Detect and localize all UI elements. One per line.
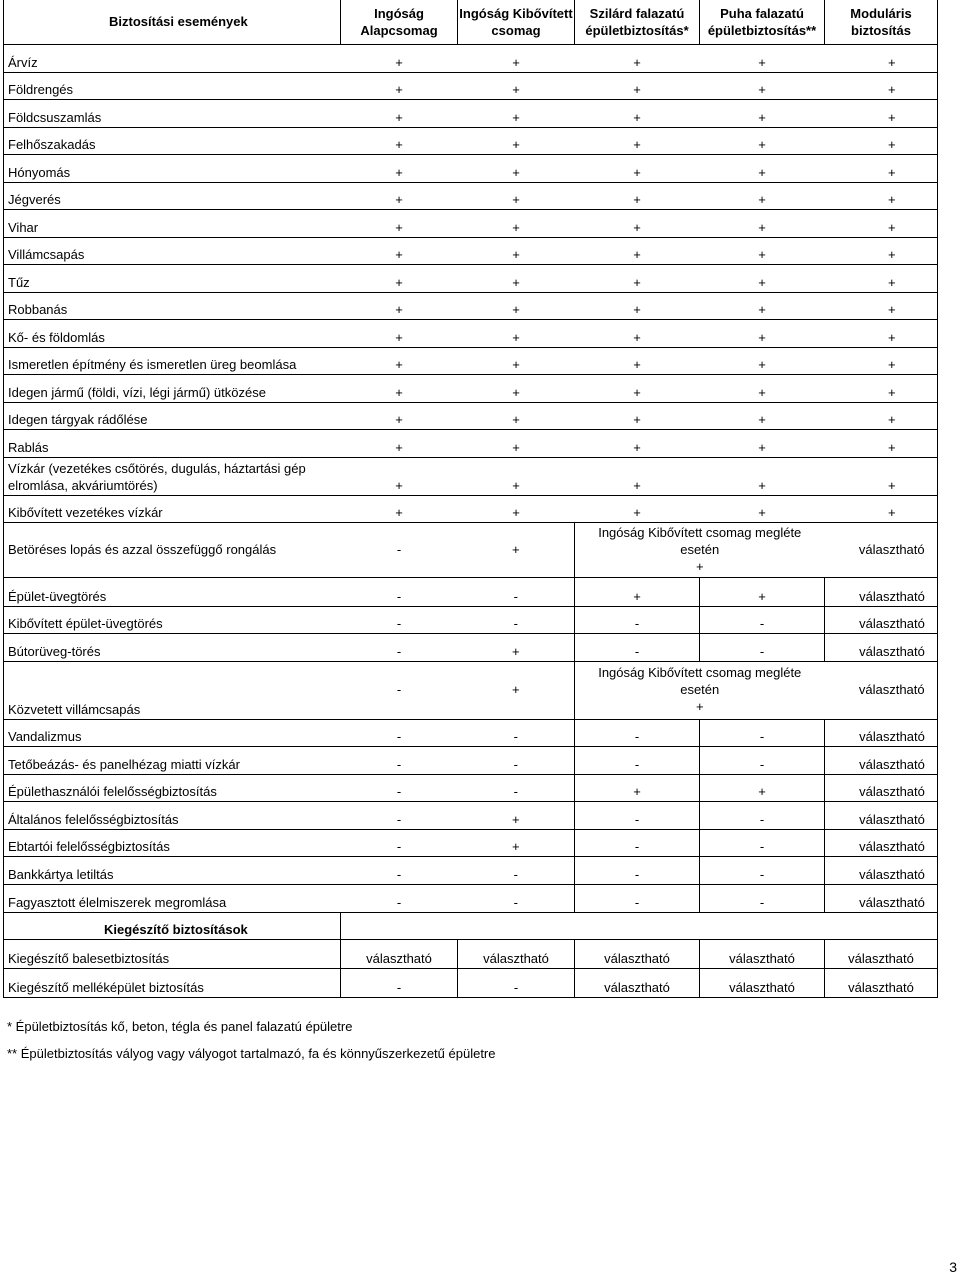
- table-row: [4, 522, 938, 577]
- value-cell: +: [575, 347, 700, 374]
- table-row: [4, 856, 938, 884]
- value-cell: -: [700, 606, 825, 633]
- value-cell: választható: [825, 801, 938, 829]
- table-row: [4, 402, 938, 429]
- value-cell: +: [575, 264, 700, 292]
- value-cell: +: [575, 319, 700, 347]
- header-line: Ingóság: [374, 5, 424, 21]
- table-row: [4, 99, 938, 127]
- value-cell: +: [700, 237, 825, 264]
- value-cell: +: [341, 182, 458, 209]
- event-name: [4, 457, 341, 495]
- value-cell: -: [341, 633, 458, 661]
- value-cell: +: [825, 182, 938, 209]
- value-cell: +: [341, 402, 458, 429]
- value-cell: +: [458, 457, 575, 495]
- value-cell: választható: [825, 633, 938, 661]
- event-name-line: Vízkár (vezetékes csőtörés, dugulás, háztartási gép: [8, 460, 306, 476]
- value-cell: választható: [825, 522, 938, 577]
- value-cell: -: [575, 633, 700, 661]
- footnote-single-star: * Épületbiztosítás kő, beton, tégla és panel falazatú épületre: [7, 1019, 353, 1034]
- value-cell: +: [575, 182, 700, 209]
- empty-cell: [341, 912, 458, 939]
- value-cell: +: [575, 292, 700, 319]
- value-cell: -: [575, 801, 700, 829]
- value-cell: +: [341, 44, 458, 72]
- value-cell: -: [575, 884, 700, 912]
- value-cell: +: [341, 209, 458, 237]
- header-row: [4, 0, 938, 44]
- value-cell: +: [700, 577, 825, 606]
- value-cell: -: [575, 829, 700, 856]
- value-cell: +: [825, 264, 938, 292]
- header-col3: [575, 0, 700, 44]
- table-row: [4, 44, 938, 72]
- event-name: Kibővített vezetékes vízkár: [4, 495, 341, 522]
- header-line: Alapcsomag: [360, 22, 438, 38]
- event-name: Fagyasztott élelmiszerek megromlása: [4, 884, 341, 912]
- header-line: Moduláris: [850, 5, 912, 21]
- table-row: [4, 209, 938, 237]
- event-name: Földrengés: [4, 72, 341, 99]
- page-number: 3: [949, 1259, 957, 1275]
- value-cell: +: [458, 209, 575, 237]
- value-cell: +: [575, 44, 700, 72]
- event-name: Földcsuszamlás: [4, 99, 341, 127]
- empty-cell: [575, 912, 700, 939]
- value-cell: választható: [825, 939, 938, 968]
- value-cell: +: [341, 154, 458, 182]
- event-name: Általános felelősségbiztosítás: [4, 801, 341, 829]
- value-cell: +: [341, 99, 458, 127]
- value-cell: +: [458, 319, 575, 347]
- value-cell: -: [458, 719, 575, 746]
- value-cell: +: [825, 44, 938, 72]
- value-cell: választható: [825, 606, 938, 633]
- value-cell: +: [700, 264, 825, 292]
- value-cell: -: [458, 577, 575, 606]
- table-row: [4, 495, 938, 522]
- value-cell: +: [575, 99, 700, 127]
- value-cell: +: [341, 237, 458, 264]
- value-cell: +: [458, 127, 575, 154]
- value-cell: -: [341, 968, 458, 997]
- section-title: Kiegészítő biztosítások: [4, 912, 341, 939]
- header-col5: [825, 0, 938, 44]
- value-cell: -: [700, 719, 825, 746]
- value-cell: +: [825, 402, 938, 429]
- value-cell: +: [458, 72, 575, 99]
- value-cell: +: [575, 127, 700, 154]
- header-col2: [458, 0, 575, 44]
- value-cell: +: [575, 577, 700, 606]
- value-cell: -: [458, 968, 575, 997]
- value-cell: +: [458, 182, 575, 209]
- value-cell: -: [341, 829, 458, 856]
- event-name: Kiegészítő balesetbiztosítás: [4, 939, 341, 968]
- table-row: [4, 154, 938, 182]
- header-line: Puha falazatú: [720, 5, 804, 21]
- value-cell: +: [700, 99, 825, 127]
- header-line: csomag: [491, 22, 541, 38]
- value-cell: +: [825, 319, 938, 347]
- event-name: Épület-üvegtörés: [4, 577, 341, 606]
- value-cell: +: [700, 374, 825, 402]
- value-cell: +: [700, 292, 825, 319]
- value-cell: +: [700, 429, 825, 457]
- header-line: Szilárd falazatú: [589, 5, 685, 21]
- value-cell: +: [825, 374, 938, 402]
- event-name: Idegen jármű (földi, vízi, légi jármű) ütközése: [4, 374, 341, 402]
- table-row: [4, 347, 938, 374]
- value-cell: választható: [825, 719, 938, 746]
- merged-note-line: +: [695, 558, 704, 574]
- event-name: Tetőbeázás- és panelhézag miatti vízkár: [4, 746, 341, 774]
- event-name: Ismeretlen építmény és ismeretlen üreg beomlása: [4, 347, 341, 374]
- merged-note-line: Ingóság Kibővített csomag megléte: [598, 524, 802, 540]
- table-row: [4, 237, 938, 264]
- value-cell: -: [341, 801, 458, 829]
- coverage-table-container: [3, 0, 938, 998]
- event-name: Idegen tárgyak rádőlése: [4, 402, 341, 429]
- value-cell: választható: [825, 829, 938, 856]
- value-cell: -: [341, 884, 458, 912]
- value-cell: +: [700, 209, 825, 237]
- event-name: Bútorüveg-törés: [4, 633, 341, 661]
- value-cell: +: [825, 347, 938, 374]
- value-cell: +: [700, 495, 825, 522]
- table-row: [4, 661, 938, 719]
- value-cell: +: [700, 347, 825, 374]
- value-cell: +: [700, 402, 825, 429]
- footnote-double-star: ** Épületbiztosítás vályog vagy vályogot tartalmazó, fa és könnyűszerkezetű épületre: [7, 1046, 496, 1061]
- value-cell: +: [458, 661, 575, 719]
- value-cell: +: [825, 99, 938, 127]
- value-cell: +: [825, 72, 938, 99]
- value-cell: +: [575, 209, 700, 237]
- value-cell: +: [458, 522, 575, 577]
- section-header-row: [4, 912, 938, 939]
- value-cell: -: [341, 522, 458, 577]
- table-row: [4, 633, 938, 661]
- event-name: Jégverés: [4, 182, 341, 209]
- table-row: [4, 801, 938, 829]
- value-cell: -: [700, 746, 825, 774]
- value-cell: -: [458, 774, 575, 801]
- header-col1: [341, 0, 458, 44]
- value-cell: +: [575, 237, 700, 264]
- value-cell: +: [458, 495, 575, 522]
- event-name: Felhőszakadás: [4, 127, 341, 154]
- value-cell: +: [458, 154, 575, 182]
- value-cell: választható: [825, 577, 938, 606]
- value-cell: +: [458, 292, 575, 319]
- value-cell: -: [700, 801, 825, 829]
- value-cell: +: [341, 495, 458, 522]
- value-cell: +: [341, 457, 458, 495]
- value-cell: +: [575, 154, 700, 182]
- event-name: Ebtartói felelősségbiztosítás: [4, 829, 341, 856]
- value-cell: +: [700, 44, 825, 72]
- value-cell: +: [458, 44, 575, 72]
- event-name: Villámcsapás: [4, 237, 341, 264]
- value-cell: -: [341, 774, 458, 801]
- value-cell: +: [341, 127, 458, 154]
- value-cell: +: [575, 429, 700, 457]
- value-cell: +: [825, 127, 938, 154]
- value-cell: +: [341, 264, 458, 292]
- value-cell: +: [575, 374, 700, 402]
- event-name: Kő- és földomlás: [4, 319, 341, 347]
- empty-cell: [825, 912, 938, 939]
- table-row: [4, 429, 938, 457]
- value-cell: +: [341, 347, 458, 374]
- value-cell: +: [825, 237, 938, 264]
- header-line: biztosítás: [851, 22, 911, 38]
- merged-note-line: Ingóság Kibővített csomag megléte: [598, 665, 802, 680]
- value-cell: +: [575, 495, 700, 522]
- value-cell: -: [700, 856, 825, 884]
- value-cell: választható: [575, 968, 700, 997]
- value-cell: +: [458, 801, 575, 829]
- value-cell: -: [341, 606, 458, 633]
- value-cell: +: [700, 319, 825, 347]
- value-cell: +: [700, 774, 825, 801]
- table-row: [4, 319, 938, 347]
- value-cell: -: [458, 856, 575, 884]
- value-cell: -: [341, 746, 458, 774]
- event-name-line: elromlása, akváriumtörés): [8, 477, 158, 493]
- value-cell: -: [575, 606, 700, 633]
- table-row: [4, 374, 938, 402]
- value-cell: +: [825, 292, 938, 319]
- value-cell: választható: [700, 968, 825, 997]
- table-row: [4, 939, 938, 968]
- value-cell: +: [825, 429, 938, 457]
- value-cell: választható: [575, 939, 700, 968]
- event-name: Hónyomás: [4, 154, 341, 182]
- table-row: [4, 457, 938, 495]
- table-row: [4, 72, 938, 99]
- merged-note: [575, 661, 825, 719]
- table-row: [4, 577, 938, 606]
- table-row: [4, 884, 938, 912]
- empty-cell: [458, 912, 575, 939]
- value-cell: választható: [825, 774, 938, 801]
- table-row: [4, 292, 938, 319]
- table-row: [4, 829, 938, 856]
- table-row: [4, 182, 938, 209]
- table-row: [4, 968, 938, 997]
- value-cell: +: [458, 633, 575, 661]
- coverage-table: [3, 0, 938, 998]
- value-cell: választható: [825, 968, 938, 997]
- value-cell: -: [700, 884, 825, 912]
- merged-note: [575, 522, 825, 577]
- event-name: Betöréses lopás és azzal összefüggő rongálás: [4, 522, 341, 577]
- value-cell: +: [341, 374, 458, 402]
- value-cell: +: [700, 182, 825, 209]
- value-cell: +: [825, 457, 938, 495]
- value-cell: -: [341, 719, 458, 746]
- header-line: épületbiztosítás**: [707, 22, 817, 38]
- table-row: [4, 774, 938, 801]
- value-cell: -: [700, 829, 825, 856]
- event-name: Rablás: [4, 429, 341, 457]
- event-name: Árvíz: [4, 44, 341, 72]
- value-cell: +: [458, 374, 575, 402]
- header-col4: [700, 0, 825, 44]
- value-cell: választható: [825, 884, 938, 912]
- value-cell: választható: [458, 939, 575, 968]
- value-cell: -: [575, 746, 700, 774]
- value-cell: +: [341, 429, 458, 457]
- value-cell: +: [700, 72, 825, 99]
- value-cell: -: [700, 633, 825, 661]
- event-name: Bankkártya letiltás: [4, 856, 341, 884]
- value-cell: -: [458, 606, 575, 633]
- value-cell: +: [700, 154, 825, 182]
- value-cell: választható: [825, 856, 938, 884]
- header-line: épületbiztosítás*: [585, 22, 689, 38]
- table-row: [4, 127, 938, 154]
- value-cell: +: [341, 319, 458, 347]
- table-row: [4, 606, 938, 633]
- footnotes: [7, 1018, 496, 1062]
- value-cell: +: [458, 402, 575, 429]
- value-cell: +: [575, 457, 700, 495]
- value-cell: +: [825, 154, 938, 182]
- value-cell: választható: [341, 939, 458, 968]
- event-name: Kibővített épület-üvegtörés: [4, 606, 341, 633]
- header-event-title: Biztosítási események: [4, 0, 341, 44]
- event-name: Robbanás: [4, 292, 341, 319]
- value-cell: választható: [825, 746, 938, 774]
- merged-note-line: esetén: [680, 541, 720, 557]
- value-cell: -: [341, 577, 458, 606]
- event-name: Közvetett villámcsapás: [4, 661, 341, 719]
- value-cell: +: [825, 495, 938, 522]
- event-name: Épülethasználói felelősségbiztosítás: [4, 774, 341, 801]
- value-cell: +: [575, 72, 700, 99]
- merged-note-line: +: [695, 699, 704, 714]
- value-cell: +: [341, 292, 458, 319]
- value-cell: választható: [825, 661, 938, 719]
- value-cell: +: [575, 402, 700, 429]
- value-cell: +: [458, 347, 575, 374]
- value-cell: +: [458, 829, 575, 856]
- value-cell: +: [458, 429, 575, 457]
- event-name: Vandalizmus: [4, 719, 341, 746]
- value-cell: +: [341, 72, 458, 99]
- value-cell: +: [458, 99, 575, 127]
- event-name: Vihar: [4, 209, 341, 237]
- empty-cell: [700, 912, 825, 939]
- value-cell: +: [458, 237, 575, 264]
- value-cell: -: [341, 856, 458, 884]
- value-cell: -: [458, 746, 575, 774]
- table-row: [4, 746, 938, 774]
- event-name: Tűz: [4, 264, 341, 292]
- event-name: Kiegészítő melléképület biztosítás: [4, 968, 341, 997]
- value-cell: +: [575, 774, 700, 801]
- value-cell: +: [825, 209, 938, 237]
- value-cell: +: [700, 457, 825, 495]
- merged-note-line: esetén: [680, 682, 720, 697]
- value-cell: -: [341, 661, 458, 719]
- value-cell: +: [700, 127, 825, 154]
- table-row: [4, 719, 938, 746]
- value-cell: +: [458, 264, 575, 292]
- value-cell: választható: [700, 939, 825, 968]
- table-row: [4, 264, 938, 292]
- value-cell: -: [575, 856, 700, 884]
- value-cell: -: [575, 719, 700, 746]
- header-line: Ingóság Kibővített: [459, 5, 573, 21]
- value-cell: -: [458, 884, 575, 912]
